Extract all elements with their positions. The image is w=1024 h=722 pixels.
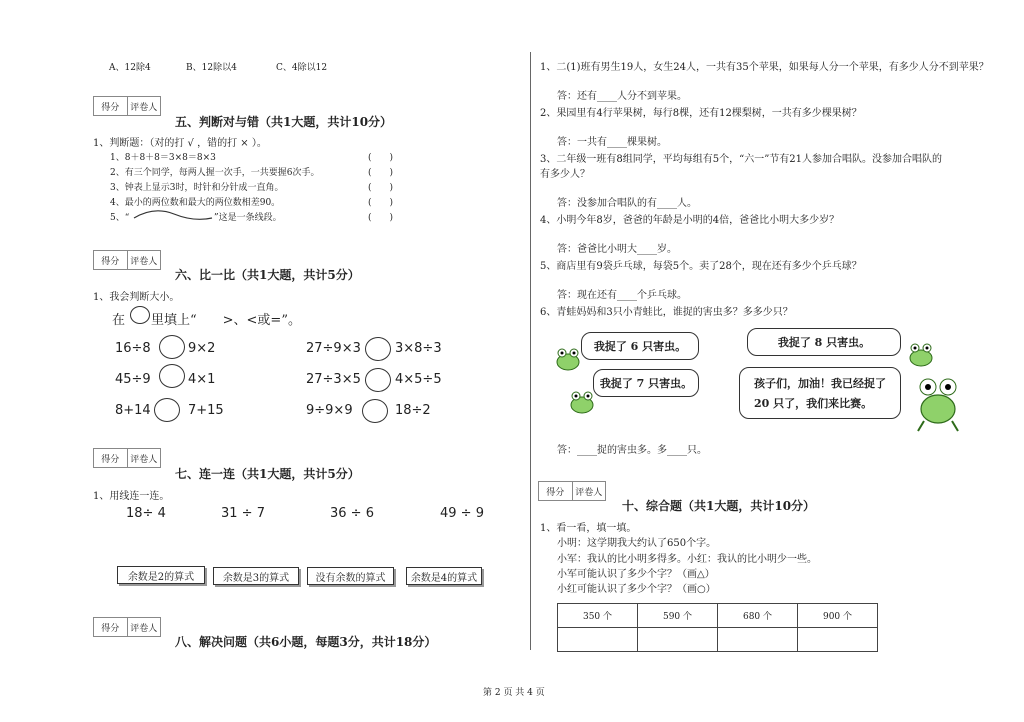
table-cell: 680 个	[718, 604, 798, 628]
match-answer-box[interactable]: 余数是3的算式	[213, 567, 299, 585]
speech-bubble-mother	[739, 367, 901, 419]
section8-title: 八、解决问题（共6小题，每题3分，共计18分）	[175, 635, 437, 649]
score-label: 得分	[94, 251, 128, 269]
section10-prompt: 1、看一看，填一填。	[540, 523, 637, 534]
section10-title: 十、综合题（共1大题，共计10分）	[622, 499, 816, 513]
section10-line: 小军：我认的比小明多得多。小红：我认的比小明少一些。	[557, 554, 817, 565]
answer-circle[interactable]	[365, 337, 391, 361]
section10-line: 小明：这学期我大约认了650个字。	[557, 538, 717, 549]
grader-label: 评卷人	[575, 487, 603, 498]
answer-5: 答：现在还有____个乒乓球。	[557, 290, 687, 301]
estimate-table	[557, 603, 878, 652]
problem-3: 3、二年级一班有8组同学，平均每组有5个，“六一”节有21人参加合唱队。没参加合唱队的	[540, 154, 943, 165]
grader-label: 评卷人	[130, 454, 158, 465]
speech-bubble: 我捉了 8 只害虫。	[747, 328, 901, 356]
grader-label: 评卷人	[130, 256, 158, 267]
bubble-line: 20 只了，我们来比赛。	[754, 397, 873, 410]
cmp-right: 4×1	[188, 372, 216, 387]
cmp-right: 3×8÷3	[395, 341, 442, 356]
answer-circle[interactable]	[365, 368, 391, 392]
option-b: B、12除以4	[186, 63, 237, 73]
cmp-left: 16÷8	[115, 341, 151, 356]
table-answer-cell[interactable]	[638, 628, 718, 652]
page-footer: 第 2 页 共 4 页	[483, 688, 545, 698]
answer-circle[interactable]	[159, 335, 185, 359]
section6-instruction: 在 里填上“ >、<或=”。	[112, 313, 301, 328]
answer-circle[interactable]	[154, 398, 180, 422]
answer-1: 答：还有____人分不到苹果。	[557, 91, 687, 102]
table-cell: 350 个	[558, 604, 638, 628]
judge-item-4: 4、最小的两位数和最大的两位数相差90。	[110, 198, 281, 208]
problem-2: 2、果园里有4行苹果树，每行8棵，还有12棵梨树，一共有多少棵果树？	[540, 108, 862, 119]
judge-paren-2: ( )	[368, 168, 394, 178]
score-box	[93, 617, 161, 637]
match-expression: 36 ÷ 6	[330, 506, 374, 521]
answer-6: 答：____捉的害虫多。多____只。	[557, 445, 707, 456]
cmp-right: 4×5÷5	[395, 372, 442, 387]
circle-icon	[130, 306, 150, 324]
section5-title: 五、判断对与错（共1大题，共计10分）	[175, 115, 393, 129]
section7-prompt: 1、用线连一连。	[93, 491, 170, 502]
judge-item-1: 1、8＋8＋8＝3×8＝8×3	[110, 153, 216, 163]
table-answer-cell[interactable]	[718, 628, 798, 652]
small-frog-icon	[567, 388, 597, 416]
score-box	[93, 250, 161, 270]
option-a: A、12除4	[109, 63, 151, 73]
problem-4: 4、小明今年8岁，爸爸的年龄是小明的4倍，爸爸比小明大多少岁？	[540, 215, 840, 226]
section10-line: 小红可能认识了多少个字？（画○）	[557, 584, 716, 595]
problem-5: 5、商店里有9袋乒乓球，每袋5个。卖了28个，现在还有多少个乒乓球？	[540, 261, 862, 272]
bubble-line: 孩子们，加油！我已经捉了	[754, 377, 886, 390]
wavy-line-icon	[132, 206, 214, 222]
cmp-right: 7+15	[188, 403, 224, 418]
judge-paren-5: ( )	[368, 213, 394, 223]
section7-title: 七、连一连（共1大题，共计5分）	[175, 467, 360, 481]
small-frog-icon	[553, 345, 583, 373]
cmp-left: 8+14	[115, 403, 151, 418]
small-frog-icon	[905, 340, 937, 370]
score-box	[93, 448, 161, 468]
section6-prompt: 1、我会判断大小。	[93, 292, 180, 303]
judge-paren-1: ( )	[368, 153, 394, 163]
judge-item-2: 2、有三个同学，每两人握一次手，一共要握6次手。	[110, 168, 320, 178]
grader-label: 评卷人	[130, 102, 158, 113]
option-c: C、4除以12	[276, 63, 328, 73]
match-answer-box[interactable]: 余数是4的算式	[406, 567, 482, 585]
table-answer-cell[interactable]	[798, 628, 878, 652]
judge-item-5-pre: 5、“	[110, 213, 130, 223]
score-label: 得分	[94, 449, 128, 467]
section10-line: 小军可能认识了多少个字？（画△）	[557, 569, 715, 580]
match-expression: 49 ÷ 9	[440, 506, 484, 521]
speech-bubble: 我捉了 6 只害虫。	[581, 332, 699, 360]
table-cell: 900 个	[798, 604, 878, 628]
score-label: 得分	[539, 482, 573, 500]
cmp-right: 18÷2	[395, 403, 431, 418]
judge-paren-4: ( )	[368, 198, 394, 208]
table-answer-cell[interactable]	[558, 628, 638, 652]
match-expression: 31 ÷ 7	[221, 506, 265, 521]
grader-label: 评卷人	[130, 623, 158, 634]
judge-item-3: 3、钟表上显示3时，时针和分针成一直角。	[110, 183, 284, 193]
judge-item-5-post: ”这是一条线段。	[214, 213, 282, 223]
cmp-left: 27÷9×3	[306, 341, 361, 356]
answer-2: 答：一共有____棵果树。	[557, 137, 667, 148]
cmp-left: 27÷3×5	[306, 372, 361, 387]
section5-prompt: 1、判断题：（对的打 √ ，错的打 × ）。	[93, 138, 267, 149]
column-divider	[530, 52, 531, 650]
cmp-left: 9÷9×9	[306, 403, 353, 418]
match-expression: 18÷ 4	[126, 506, 166, 521]
score-label: 得分	[94, 618, 128, 636]
cmp-left: 45÷9	[115, 372, 151, 387]
match-answer-box[interactable]: 余数是2的算式	[117, 566, 205, 584]
speech-bubble: 我捉了 7 只害虫。	[593, 369, 699, 397]
score-box	[538, 481, 606, 501]
cmp-right: 9×2	[188, 341, 216, 356]
answer-circle[interactable]	[159, 364, 185, 388]
answer-3: 答：没参加合唱队的有____人。	[557, 198, 697, 209]
judge-paren-3: ( )	[368, 183, 394, 193]
table-cell: 590 个	[638, 604, 718, 628]
problem-1: 1、二(1)班有男生19人，女生24人，一共有35个苹果，如果每人分一个苹果，有多少人分不到苹果？	[540, 62, 989, 73]
score-box	[93, 96, 161, 116]
score-label: 得分	[94, 97, 128, 115]
match-answer-box[interactable]: 没有余数的算式	[307, 567, 394, 585]
answer-4: 答：爸爸比小明大____岁。	[557, 244, 677, 255]
answer-circle[interactable]	[362, 399, 388, 423]
section6-title: 六、比一比（共1大题，共计5分）	[175, 268, 360, 282]
problem-6: 6、青蛙妈妈和3只小青蛙比，谁捉的害虫多？多多少只？	[540, 307, 793, 318]
problem-3-cont: 有多少人？	[540, 169, 590, 180]
mother-frog-icon	[910, 375, 966, 433]
